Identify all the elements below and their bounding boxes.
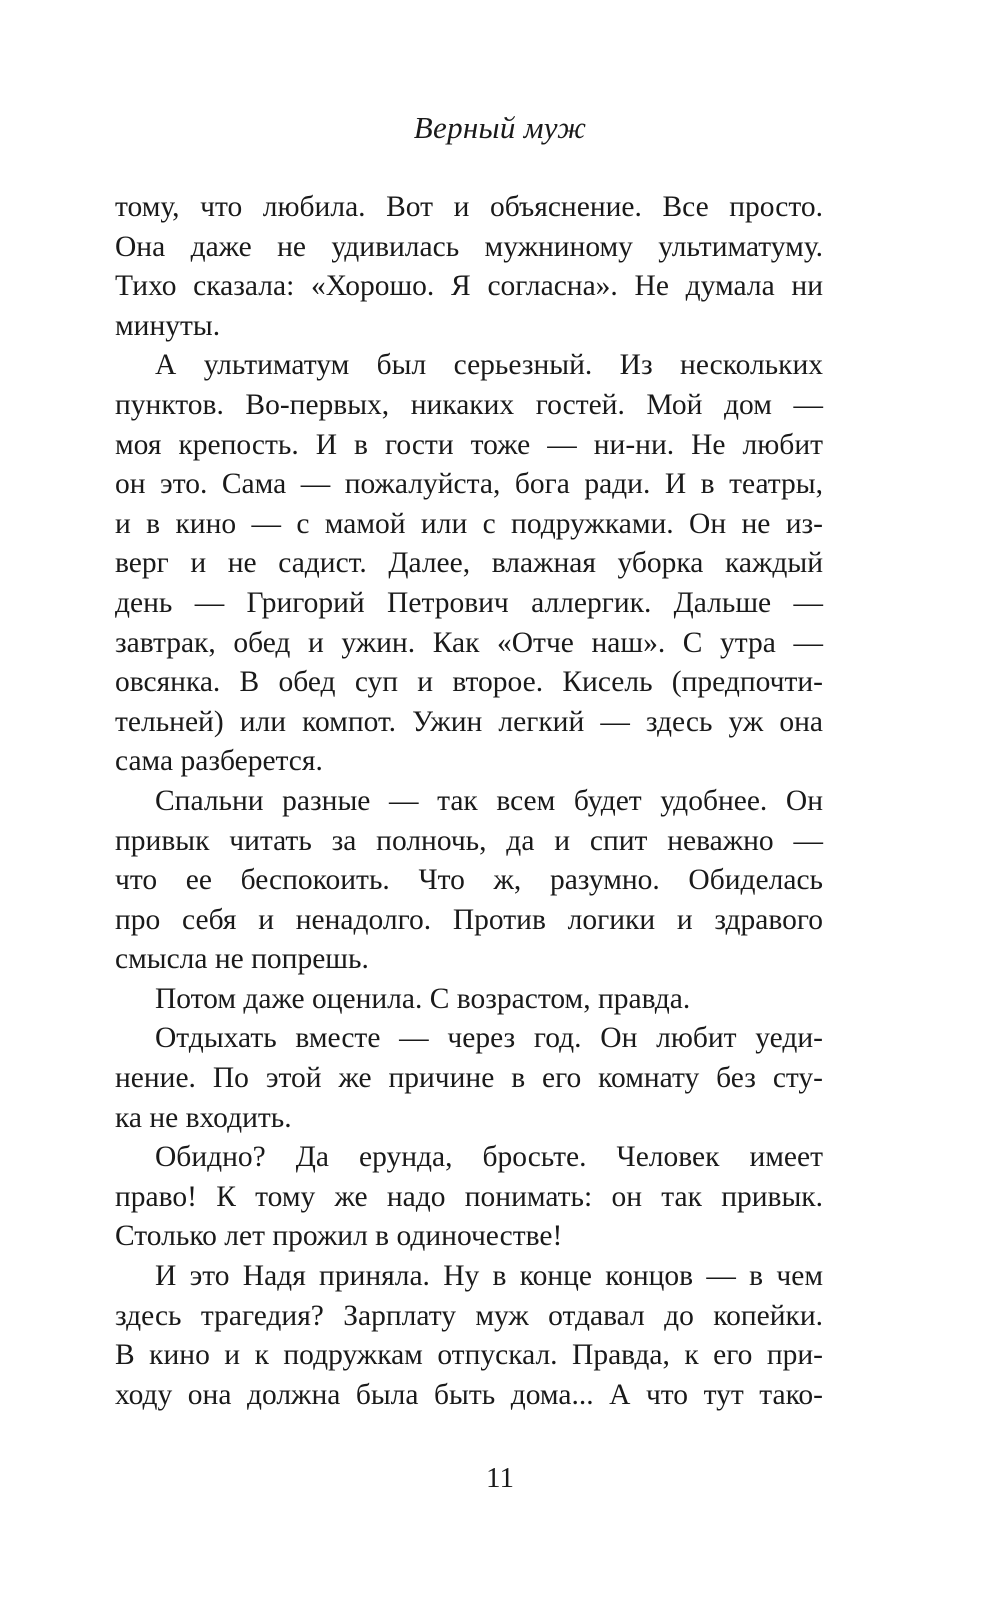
- running-head: Верный муж: [413, 110, 587, 145]
- text-line: сама разберется.: [115, 745, 323, 778]
- text-line: верг и не садист. Далее, влажная уборка каждый: [115, 547, 823, 580]
- text-line: Столько лет прожил в одиночестве!: [115, 1220, 563, 1253]
- text-line: что ее беспокоить. Что ж, разумно. Обиделась: [115, 864, 823, 897]
- text-line: он это. Сама — пожалуйста, бога ради. И в театры,: [115, 468, 823, 501]
- body-text: [115, 188, 823, 1415]
- paragraph-first-line: И это Надя приняла. Ну в конце концов — в чем: [155, 1260, 823, 1293]
- text-line: привык читать за полночь, да и спит неважно —: [115, 824, 823, 857]
- text-line: моя крепость. И в гости тоже — ни-ни. Не любит: [115, 428, 823, 461]
- paragraph-first-line: Отдыхать вместе — через год. Он любит уеди-: [155, 1022, 823, 1055]
- page-number: 11: [486, 1462, 514, 1494]
- text-line: смысла не попрешь.: [115, 943, 369, 976]
- text-line: овсянка. В обед суп и второе. Кисель (предпочти-: [115, 666, 823, 699]
- text-line: завтрак, обед и ужин. Как «Отче наш». С утра —: [115, 626, 823, 659]
- text-line: и в кино — с мамой или с подружками. Он не из-: [115, 507, 823, 540]
- text-line: тельней) или компот. Ужин легкий — здесь уж она: [115, 705, 823, 738]
- text-line: минуты.: [115, 309, 221, 342]
- text-line: здесь трагедия? Зарплату муж отдавал до копейки.: [115, 1299, 823, 1332]
- text-line: ходу она должна была быть дома... А что тут тако-: [115, 1378, 823, 1411]
- text-line: Тихо сказала: «Хорошо. Я согласна». Не думала ни: [115, 270, 823, 303]
- text-line: Она даже не удивилась мужниному ультиматуму.: [115, 230, 823, 263]
- paragraph-first-line: А ультиматум был серьезный. Из нескольких: [155, 349, 823, 382]
- text-line: ка не входить.: [115, 1101, 292, 1134]
- text-line: тому, что любила. Вот и объяснение. Все просто.: [115, 191, 823, 223]
- paragraph-first-line: Спальни разные — так всем будет удобнее. Он: [155, 784, 823, 817]
- text-line: В кино и к подружкам отпускал. Правда, к его при-: [115, 1339, 823, 1372]
- paragraph-first-line: Обидно? Да ерунда, бросьте. Человек имеет: [155, 1141, 823, 1174]
- text-line: пунктов. Во-первых, никаких гостей. Мой дом —: [115, 388, 823, 421]
- text-line: про себя и ненадолго. Против логики и здравого: [115, 903, 823, 936]
- paragraph-first-line: Потом даже оценила. С возрастом, правда.: [155, 982, 691, 1015]
- text-line: день — Григорий Петрович аллергик. Дальше —: [115, 586, 823, 619]
- text-line: право! К тому же надо понимать: он так привык.: [115, 1180, 823, 1213]
- text-line: нение. По этой же причине в его комнату без сту-: [115, 1062, 823, 1095]
